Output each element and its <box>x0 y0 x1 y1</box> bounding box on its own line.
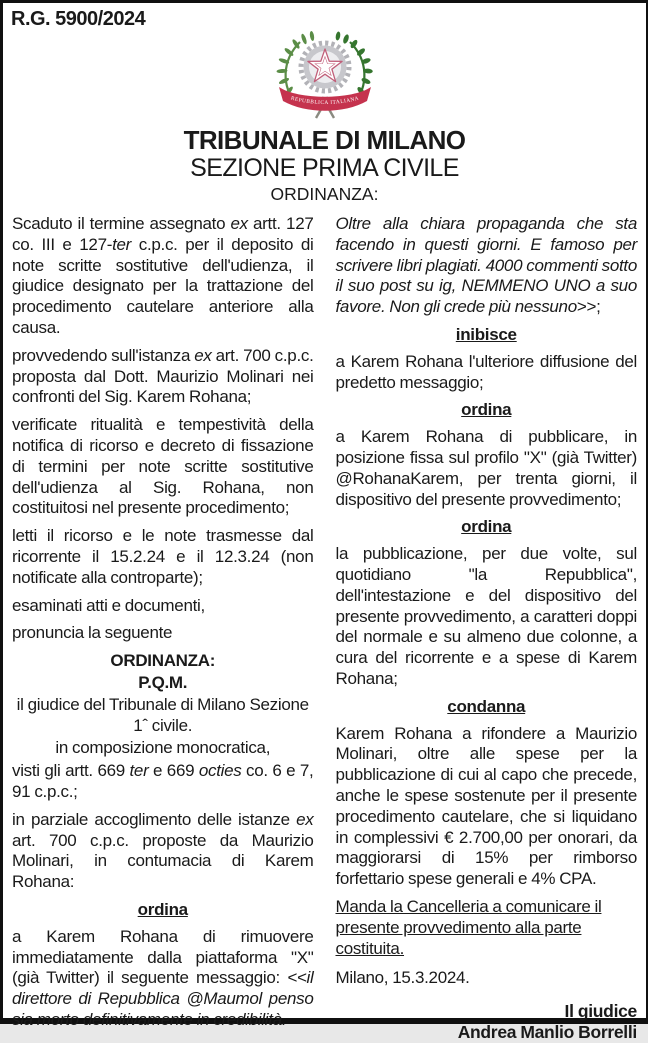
section-heading <box>12 673 314 694</box>
paragraph <box>12 623 314 644</box>
paragraph <box>336 214 638 318</box>
paragraph <box>12 415 314 519</box>
italic-text-run: ex <box>194 345 212 365</box>
text-run: e 669 <box>148 761 199 781</box>
centered-line <box>12 738 314 759</box>
case-number: R.G. 5900/2024 <box>11 8 146 30</box>
section-heading <box>12 651 314 672</box>
text-run: ordina <box>137 899 188 919</box>
document-body <box>3 208 646 1043</box>
paragraph <box>12 346 314 408</box>
paragraph <box>12 596 314 617</box>
text-run: esaminati atti e documenti, <box>12 595 205 615</box>
right-column <box>336 214 638 1043</box>
italian-republic-emblem <box>269 27 381 124</box>
order-keyword <box>12 900 314 921</box>
signature-line <box>336 1001 638 1022</box>
italic-text-run: Oltre alla chiara propaganda che sta facendo in questi giorni. E famoso per scrivere libri plagiati. 4000 commenti sotto il suo post su ig, NEMMENO UNO a suo favore. Non gli crede più nessuno <box>335 214 637 317</box>
text-run: il giudice del Tribunale di Milano Sezione 1ˆ civile. <box>16 694 309 735</box>
text-run: artt. 127 co. III e 127- <box>12 214 314 254</box>
text-run: a Karem Rohana l'ulteriore diffusione del predetto messaggio; <box>335 351 637 392</box>
text-run: letti il ricorso e le note trasmesse dal ricorrente il 15.2.24 e il 12.3.24 (non notificate alla controparte); <box>12 526 314 587</box>
paragraph <box>12 214 314 339</box>
text-run: ordina <box>461 400 512 420</box>
text-run: art. 700 c.p.c. proposte da Maurizio Molinari, in contumacia di Karem Rohana: <box>12 830 314 892</box>
text-run: Andrea Manlio Borrelli <box>457 1021 637 1042</box>
text-run: in composizione monocratica, <box>55 738 271 758</box>
text-run: la pubblicazione, per due volte, sul quotidiano "la Repubblica", dell'intestazione e del dispositivo del presente provvedimento, a caratteri doppi del normale e su almeno due colonne, a cura del ricorrente e a spese di Karem Rohana; <box>335 544 637 688</box>
order-keyword <box>336 517 638 538</box>
text-run: visti gli artt. 669 <box>12 761 130 781</box>
court-section: SEZIONE PRIMA CIVILE <box>190 154 459 182</box>
left-column <box>12 214 314 1043</box>
paragraph <box>336 352 638 394</box>
paragraph <box>12 526 314 588</box>
paragraph <box>336 968 638 989</box>
text-run: ORDINANZA: <box>110 651 216 671</box>
order-keyword <box>336 400 638 421</box>
text-run: Milano, 15.3.2024. <box>335 968 470 988</box>
text-run: c.p.c. per il deposito di note scritte sostitutive dell'udienza, il giudice designato per la trattazione del procedimento cautelare anteriore alla causa. <box>12 234 314 337</box>
underlined-paragraph <box>336 897 638 959</box>
ribbon-banner <box>279 87 371 111</box>
paragraph <box>336 427 638 510</box>
signature-line <box>336 1022 638 1043</box>
text-run: in parziale accoglimento delle istanze <box>12 809 297 829</box>
paragraph <box>336 544 638 690</box>
italic-text-run: ter <box>112 234 132 254</box>
text-run: co. 6 e 7, 91 c.p.c.; <box>12 761 314 801</box>
paragraph <box>12 927 314 1031</box>
ribbon-text: REPUBBLICA ITALIANA <box>289 95 360 107</box>
text-run: art. 700 c.p.c. proposta dal Dott. Maurizio Molinari nei confronti del Sig. Karem Rohana; <box>12 345 314 407</box>
text-run: Scaduto il termine assegnato <box>12 214 231 233</box>
paragraph <box>12 810 314 893</box>
order-keyword <box>336 697 638 718</box>
document-type-heading: ORDINANZA: <box>270 184 379 204</box>
paragraph <box>12 761 314 803</box>
text-run: inibisce <box>455 324 517 344</box>
text-run: Karem Rohana a rifondere a Maurizio Molinari, oltre alle spese per la pubblicazione di cui al capo che precede, anche le spese sostenute per il presente procedimento cautelare, che si liquidano in complessivi € 2.700,00 per onorari, da maggiorarsi di 15% per rimborso forfettario spese generali e 4% CPA. <box>335 723 637 889</box>
emblem-graphic <box>269 27 381 119</box>
text-run: Il giudice <box>564 1001 637 1022</box>
italic-text-run: ter <box>129 761 149 781</box>
text-run: P.Q.M. <box>138 672 188 692</box>
italic-text-run: <<il direttore di Repubblica @Maumol penso sia morto definitivamente in credibilità. <box>12 968 314 1029</box>
text-run: verificate ritualità e tempestività della notifica di ricorso e decreto di fissazione di termini per note scritte sostitutive dell'udienza al Sig. Rohana, non costituitosi nel presente procedimento; <box>12 415 314 518</box>
centered-line <box>12 695 314 737</box>
order-keyword <box>336 325 638 346</box>
paragraph <box>336 724 638 890</box>
text-run: ordina <box>461 517 512 537</box>
text-run: Manda la Cancelleria a comunicare il presente provvedimento alla parte costituita. <box>335 896 602 958</box>
text-run: a Karem Rohana di rimuovere immediatamente dalla piattaforma "X" (già Twitter) il seguente messaggio: <box>12 926 314 988</box>
text-run: pronuncia la seguente <box>12 623 173 643</box>
italic-text-run: ex <box>230 214 248 233</box>
text-run: condanna <box>447 696 526 716</box>
italic-text-run: octies <box>198 761 242 781</box>
italic-text-run: ex <box>296 809 314 829</box>
text-run: a Karem Rohana di pubblicare, in posizione fissa sul profilo "X" (già Twitter) @RohanaKarem, per trenta giorni, il dispositivo del presente provvedimento; <box>335 427 637 509</box>
court-title: TRIBUNALE DI MILANO <box>183 125 466 155</box>
text-run: >>; <box>576 297 601 317</box>
text-run: provvedendo sull'istanza <box>12 345 195 365</box>
